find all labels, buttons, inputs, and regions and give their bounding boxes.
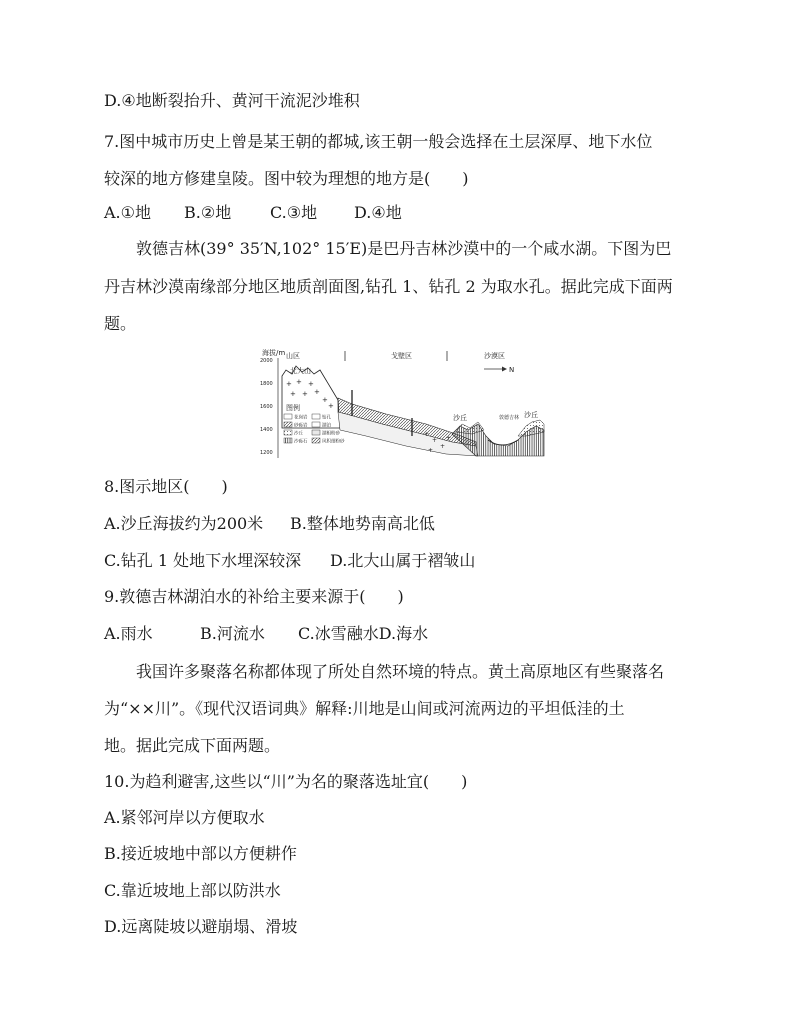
svg-text:+: +: [440, 443, 446, 450]
q8-option-a: A.沙丘海拔约为200米: [104, 514, 264, 533]
passage1-line2: 丹吉林沙漠南缘部分地区地质剖面图,钻孔 1、钻孔 2 为取水孔。据此完成下面两: [104, 277, 673, 296]
q8-stem: 8.图示地区( ): [104, 477, 228, 496]
geologic-section-figure: [256, 346, 548, 464]
passage1-line3: 题。: [104, 314, 137, 333]
q9-option-b: B.河流水: [200, 624, 265, 643]
svg-text:+: +: [428, 447, 434, 454]
q7-stem-line2: 较深的地方修建皇陵。图中较为理想的地方是( ): [104, 169, 469, 188]
passage1-line1: 敦德吉林(39° 35′N,102° 15′E)是巴丹吉林沙漠中的一个咸水湖。下图为巴: [136, 239, 672, 258]
y-axis-label: 海拔/m: [262, 349, 286, 357]
svg-text:+: +: [322, 396, 328, 404]
passage2-line2: 为“××川”。《现代汉语词典》解释:川地是山间或河流两边的平坦低洼的土: [104, 699, 625, 718]
q8-option-b: B.整体地势南高北低: [290, 514, 435, 533]
q9-option-d: D.海水: [378, 624, 429, 643]
legend-dune: 沙丘: [294, 431, 303, 437]
y-tick-2000: 2000: [260, 358, 273, 364]
legend-title: 图例: [286, 404, 300, 412]
q10-stem: 10.为趋利避害,这些以“川”为名的聚落选址宜( ): [104, 772, 468, 791]
q8-option-c: C.钻孔 1 处地下水埋深较深: [104, 551, 302, 570]
zone-desert: 沙漠区: [484, 352, 505, 360]
q7-option-b: B.②地: [184, 203, 232, 222]
q9-options: [104, 623, 704, 645]
legend-swatch-borehole: [312, 414, 320, 419]
q7-stem-line1: 7.图中城市历史上曾是某王朝的都城,该王朝一般会选择在土层深厚、地下水位: [104, 132, 653, 151]
passage2-line1: 我国许多聚落名称都体现了所处自然环境的特点。黄土高原地区有些聚落名: [136, 662, 665, 681]
q8-option-d: D.北大山属于褶皱山: [330, 551, 476, 570]
legend-swatch-aeolian-silt: [312, 438, 320, 443]
legend-swatch-lake-silt: [312, 430, 320, 435]
legend-aeolian-silt: 风积细粉砂: [322, 439, 345, 445]
passage2-line3: 地。据此完成下面两题。: [104, 736, 281, 755]
q6-option-d: D.④地断裂抬升、黄河干流泥沙堆积: [104, 91, 360, 110]
legend-lake: 湖泊: [322, 423, 331, 429]
svg-text:+: +: [446, 435, 452, 442]
y-tick-1600: 1600: [260, 404, 273, 410]
mountain-label: 北大山: [290, 367, 311, 375]
legend-swatch-granite: [284, 414, 292, 419]
legend-swatch-conglomerate: [284, 422, 292, 427]
q10-option-a: A.紧邻河岸以方便取水: [104, 808, 265, 827]
svg-text:+: +: [424, 431, 430, 438]
y-tick-1200: 1200: [260, 450, 273, 456]
q9-option-c: C.冰雪融水: [298, 624, 379, 643]
q10-option-d: D.远离陡坡以避崩塌、滑坡: [104, 917, 298, 936]
legend-conglomerate: 砂砾岩: [294, 423, 308, 429]
lake-label: 敦德吉林: [499, 415, 520, 421]
legend-swatch-gravel: [284, 438, 292, 443]
legend-gravel: 沙砾石: [294, 439, 308, 445]
q7-option-a: A.①地: [104, 203, 151, 222]
north-arrow-icon: [502, 367, 507, 372]
legend-lake-silt: 湖相粉砂: [322, 431, 340, 437]
north-label: N: [509, 366, 515, 374]
q8-options-cd: [104, 550, 704, 572]
q7-option-c: C.③地: [270, 203, 318, 222]
q8-options-ab: [104, 513, 704, 535]
legend-granite: 花岗岩: [294, 415, 308, 421]
q10-option-c: C.靠近坡地上部以防洪水: [104, 881, 281, 900]
q10-option-b: B.接近坡地中部以方便耕作: [104, 844, 297, 863]
q7-options: [104, 202, 704, 224]
dune-label-right: 沙丘: [524, 411, 538, 419]
geologic-section-svg: [256, 346, 548, 464]
legend-swatch-dune: [284, 430, 292, 435]
zone-mountain: 山区: [286, 352, 300, 360]
svg-text:+: +: [328, 402, 334, 410]
q9-stem: 9.敦德吉林湖泊水的补给主要来源于( ): [104, 587, 404, 606]
svg-text:+: +: [296, 378, 302, 386]
svg-text:+: +: [302, 390, 308, 398]
svg-text:+: +: [432, 437, 438, 444]
svg-text:+: +: [286, 380, 292, 388]
svg-text:+: +: [290, 390, 296, 398]
q7-option-d: D.④地: [354, 203, 402, 222]
dune-label-left: 沙丘: [453, 414, 467, 422]
zone-gobi: 戈壁区: [391, 352, 412, 360]
svg-text:+: +: [308, 380, 314, 388]
q9-option-a: A.雨水: [104, 624, 153, 643]
svg-text:+: +: [314, 388, 320, 396]
legend-borehole: 钻孔: [322, 415, 331, 421]
y-tick-1800: 1800: [260, 381, 273, 387]
legend-swatch-lake: [312, 422, 320, 427]
y-tick-1400: 1400: [260, 427, 273, 433]
